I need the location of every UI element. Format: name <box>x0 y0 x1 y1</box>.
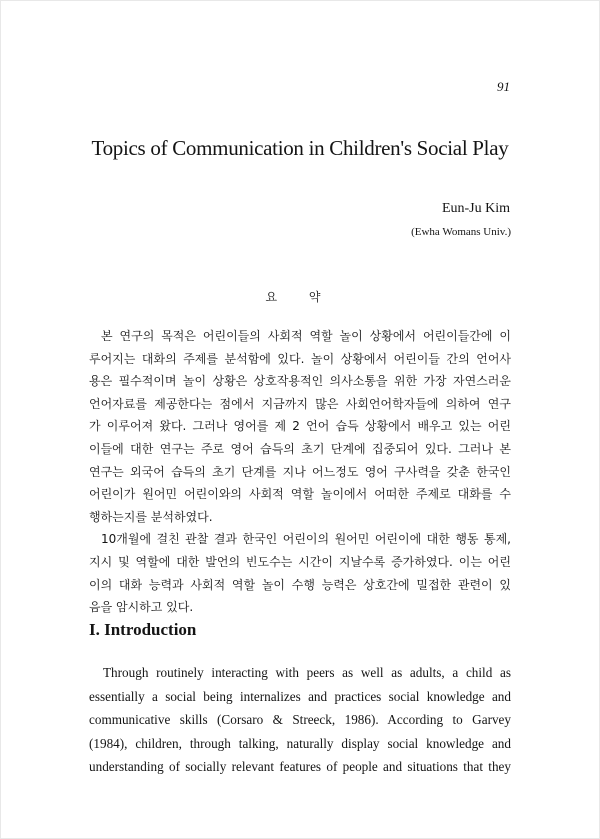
page-number: 91 <box>497 79 510 94</box>
abstract-line: 이의 대화 능력과 사회적 역할 놀이 수행 능력은 상호간에 밀접한 관련이 있 <box>89 577 511 592</box>
body-line: (1984), children, through talking, naturally display social knowledge and <box>89 735 511 751</box>
author-affiliation: (Ewha Womans Univ.) <box>411 226 511 238</box>
abstract-line: 루어지는 대화의 주제를 분석함에 있다. 놀이 상황에서 어린이들 간의 언어사 <box>89 351 511 366</box>
introduction-body <box>89 661 511 779</box>
abstract-line: 행하는지를 분석하였다. <box>89 509 213 524</box>
body-line: understanding of socially relevant features of people and situations that they <box>89 759 511 774</box>
abstract-line: 10개월에 걸친 관찰 결과 한국인 어린이의 원어민 어린이에 대한 행동 통제, <box>101 532 511 547</box>
abstract-line: 언어자료를 제공한다는 점에서 지금까지 많은 사회언어학자들에 의하여 연구 <box>89 396 511 411</box>
abstract-line: 어린이가 원어민 어린이와의 사회적 역할 놀이에서 어떠한 주제로 대화를 수 <box>89 487 511 502</box>
abstract-line: 본 연구의 목적은 어린이들의 사회적 역할 놀이 상황에서 어린이들간에 이 <box>101 329 511 343</box>
author-name: Eun-Ju Kim <box>441 201 510 216</box>
abstract-line: 가 이루어져 왔다. 그러나 영어를 제 2 언어 습득 상황에서 배우고 있는 어린 <box>89 419 511 434</box>
abstract-line: 연구는 외국어 습득의 초기 단계를 지나 어느정도 영어 구사력을 갖춘 한국인 <box>89 464 511 479</box>
abstract-heading: 요 약 <box>265 290 335 304</box>
abstract-body <box>89 325 511 619</box>
body-line: communicative skills (Corsaro & Streeck, 1986). According to Garvey <box>89 712 511 727</box>
abstract-line: 용은 필수적이며 놀이 상황은 상호작용적인 의사소통을 위한 가장 자연스러운 <box>89 374 511 389</box>
abstract-line: 음을 암시하고 있다. <box>89 600 194 615</box>
body-line: Through routinely interacting with peers as well as adults, a child as <box>103 665 511 680</box>
section-heading: I. Introduction <box>89 620 197 639</box>
abstract-line: 지시 및 역할에 대한 발언의 빈도수는 시간이 지날수록 증가하였다. 이는 어린 <box>89 554 511 569</box>
abstract-line: 이들에 대한 연구는 주로 영어 습득의 초기 단계에 집중되어 있다. 그러나 본 <box>89 441 511 456</box>
paper-title: Topics of Communication in Children's Social Play <box>91 136 509 160</box>
body-line: essentially a social being internalizes and practices social knowledge and <box>89 688 511 704</box>
